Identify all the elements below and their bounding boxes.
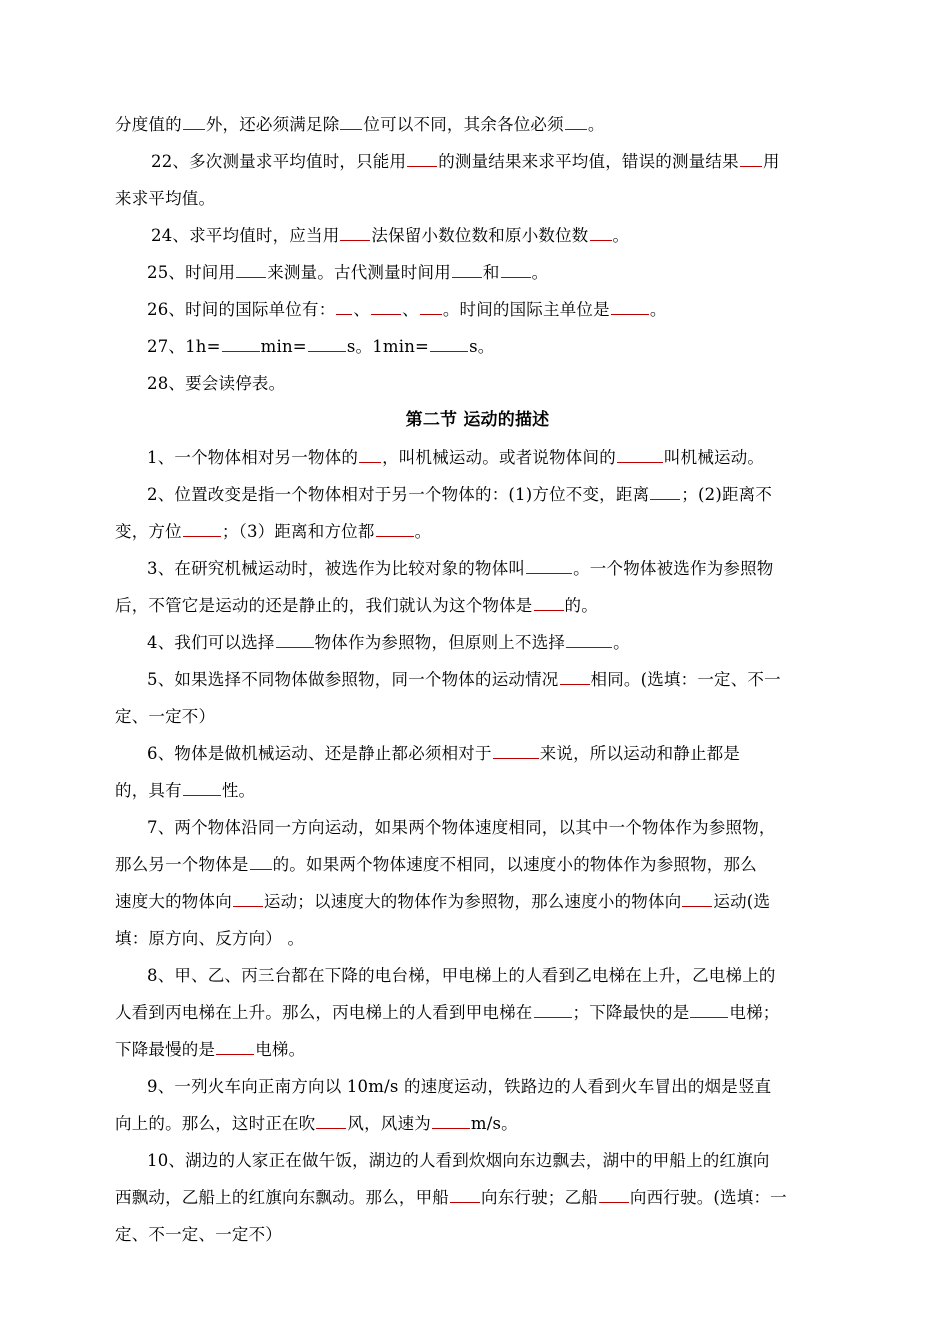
text-segment: 26、时间的国际单位有： [147,300,336,319]
text-line [115,994,840,1031]
text-segment: 定、一定不） [115,707,216,726]
text-segment: 运动；以速度大的物体作为参照物，那么速度小的物体向 [263,892,682,911]
text-line [115,698,840,735]
text-line [115,143,840,180]
text-segment: 定、不一定、一定不） [115,1225,282,1244]
text-line [115,1031,840,1068]
text-segment: 。 [649,300,667,319]
text-line [115,1216,840,1253]
text-line [115,1105,840,1142]
fill-blank[interactable] [740,149,762,167]
text-segment: 相同。(选填：一定、不一 [590,670,781,689]
text-segment: ；(2)距离不 [681,485,773,504]
fill-blank[interactable] [183,519,221,537]
text-segment: 4、我们可以选择 [147,633,275,652]
text-segment: 6、物体是做机械运动、还是静止都必须相对于 [147,744,492,763]
text-segment: 、 [353,300,371,319]
fill-blank[interactable] [682,889,712,907]
fill-blank[interactable] [308,334,346,352]
fill-blank[interactable] [183,778,221,796]
text-line [115,513,840,550]
text-line [115,957,840,994]
text-segment: 2、位置改变是指一个物体相对于另一个物体的：(1)方位不变，距离 [147,485,650,504]
fill-blank[interactable] [566,630,612,648]
text-segment: 填：原方向、反方向） 。 [115,929,305,948]
text-segment: 10、湖边的人家正在做午饭，湖边的人看到炊烟向东边飘去，湖中的甲船上的红旗向 [147,1151,770,1170]
text-segment: s。1min= [346,337,430,356]
text-segment: 5、如果选择不同物体做参照物，同一个物体的运动情况 [147,670,559,689]
text-segment: 来求平均值。 [115,189,216,208]
fill-blank[interactable] [690,1000,728,1018]
text-segment: 来测量。古代测量时间用 [267,263,451,282]
fill-blank[interactable] [183,112,205,130]
fill-blank[interactable] [534,1000,572,1018]
text-segment: 性。 [221,781,256,800]
text-segment: 分度值的 [115,115,182,134]
text-line [115,661,840,698]
text-line [115,550,840,587]
fill-blank[interactable] [407,149,437,167]
text-segment: 。 [414,522,432,541]
text-line [115,439,840,476]
text-segment: 。 [612,226,630,245]
fill-blank[interactable] [233,889,263,907]
fill-blank[interactable] [376,519,414,537]
text-line [115,920,840,957]
fill-blank[interactable] [432,1111,470,1129]
text-segment: 来说，所以运动和静止都是 [539,744,741,763]
fill-blank[interactable] [650,482,680,500]
text-segment: 向西行驶。(选填：一 [629,1188,787,1207]
fill-blank[interactable] [236,260,266,278]
text-segment: 速度大的物体向 [115,892,232,911]
text-segment: 用 [762,152,780,171]
text-segment: 。时间的国际主单位是 [442,300,610,319]
fill-blank[interactable] [276,630,314,648]
text-line [115,624,840,661]
text-segment: 的测量结果来求平均值，错误的测量结果 [438,152,739,171]
document-page [115,106,840,1253]
text-segment: 27、1h= [147,337,221,356]
text-line [115,106,840,143]
fill-blank[interactable] [216,1037,254,1055]
fill-blank[interactable] [222,334,260,352]
text-line [115,846,840,883]
text-segment: m/s。 [470,1114,518,1133]
fill-blank[interactable] [560,667,590,685]
text-segment: 。一个物体被选作为参照物 [573,559,774,578]
text-segment: 和 [482,263,500,282]
text-segment: 第二节 运动的描述 [405,410,550,430]
text-segment: 电梯； [729,1003,780,1022]
fill-blank[interactable] [316,1111,346,1129]
text-segment: 下降最慢的是 [115,1040,216,1059]
fill-blank[interactable] [340,223,370,241]
fill-blank[interactable] [565,112,587,130]
fill-blank[interactable] [359,445,381,463]
text-line [115,254,840,291]
text-segment: s。 [469,337,495,356]
text-segment: 位可以不同，其余各位必须 [363,115,564,134]
fill-blank[interactable] [452,260,482,278]
text-line [115,291,840,328]
text-line [115,1068,840,1105]
text-segment: ，叫机械运动。或者说物体间的 [382,448,616,467]
text-segment: 1、一个物体相对另一物体的 [147,448,359,467]
text-segment: 那么另一个物体是 [115,855,249,874]
fill-blank[interactable] [250,852,272,870]
text-segment: 叫机械运动。 [663,448,765,467]
text-segment: 向上的。那么，这时正在吹 [115,1114,316,1133]
fill-blank[interactable] [336,297,352,315]
text-line [115,180,840,217]
text-segment: 西飘动，乙船上的红旗向东飘动。那么，甲船 [115,1188,449,1207]
text-segment: ；下降最快的是 [572,1003,690,1022]
text-segment: 。 [613,633,630,652]
text-segment: 7、两个物体沿同一方向运动，如果两个物体速度相同，以其中一个物体作为参照物， [147,818,776,837]
fill-blank[interactable] [617,445,663,463]
fill-blank[interactable] [371,297,401,315]
text-line [115,587,840,624]
section-title [115,402,840,439]
text-segment: 24、求平均值时，应当用 [151,226,340,245]
fill-blank[interactable] [534,593,564,611]
text-segment: 。 [531,263,549,282]
text-segment: 运动(选 [713,892,771,911]
text-segment: 3、在研究机械运动时，被选作为比较对象的物体叫 [147,559,526,578]
text-line [115,772,840,809]
text-segment: 28、要会读停表。 [147,374,286,393]
text-segment: 25、时间用 [147,263,236,282]
text-segment: 后，不管它是运动的还是静止的，我们就认为这个物体是 [115,596,533,615]
text-segment: 的，具有 [115,781,182,800]
text-segment: 风，风速为 [347,1114,431,1133]
text-segment: 法保留小数位数和原小数位数 [371,226,589,245]
text-segment: 向东行驶；乙船 [481,1188,598,1207]
text-segment: 8、甲、乙、丙三台都在下降的电台梯，甲电梯上的人看到乙电梯在上升，乙电梯上的 [147,966,776,985]
text-line [115,217,840,254]
text-segment: 物体作为参照物，但原则上不选择 [314,633,566,652]
text-segment: min= [260,337,307,356]
text-segment: 、 [402,300,419,319]
fill-blank[interactable] [450,1185,480,1203]
text-segment: 9、一列火车向正南方向以 10m/s 的速度运动，铁路边的人看到火车冒出的烟是竖直 [147,1077,772,1096]
text-segment: 的。如果两个物体速度不相同，以速度小的物体作为参照物，那么 [272,855,757,874]
text-segment: 。 [587,115,605,134]
text-line [115,328,840,365]
text-line [115,365,840,402]
text-segment: 的。 [564,596,598,615]
text-segment: 电梯。 [255,1040,306,1059]
fill-blank[interactable] [501,260,531,278]
fill-blank[interactable] [420,297,442,315]
text-line [115,809,840,846]
fill-blank[interactable] [526,556,572,574]
text-segment: 外，还必须满足除 [205,115,340,134]
fill-blank[interactable] [430,334,468,352]
fill-blank[interactable] [611,297,649,315]
text-segment: 人看到丙电梯在上升。那么，丙电梯上的人看到甲电梯在 [115,1003,533,1022]
fill-blank[interactable] [340,112,362,130]
text-line [115,1179,840,1216]
text-line [115,735,840,772]
text-line [115,476,840,513]
text-segment: 22、多次测量求平均值时，只能用 [151,152,407,171]
text-line [115,883,840,920]
text-line [115,1142,840,1179]
fill-blank[interactable] [493,741,539,759]
fill-blank[interactable] [599,1185,629,1203]
fill-blank[interactable] [590,223,612,241]
text-segment: ；（3）距离和方位都 [221,522,375,541]
text-segment: 变，方位 [115,522,182,541]
